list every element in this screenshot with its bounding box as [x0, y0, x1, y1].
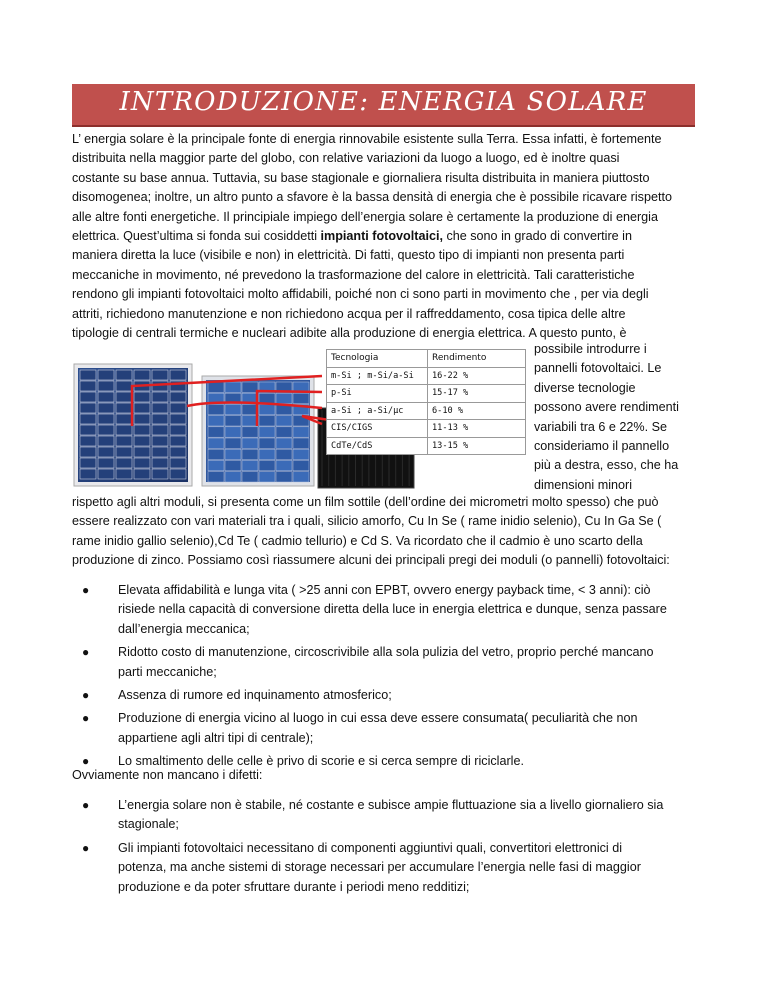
panel-cell [293, 438, 309, 448]
panel-cell [259, 472, 275, 482]
panel-cell [134, 414, 150, 424]
list-item [72, 839, 712, 897]
panel-cell [98, 458, 114, 468]
table-header-row [327, 350, 526, 368]
panel-cell [152, 370, 168, 380]
paragraph-line: alle altre fonti energetiche. Il principiale impiego dell’energia solare è certamente la produzione di energia [72, 209, 658, 224]
paragraph-line: costante su base annua. Tuttavia, su base stagionale e giornaliera risulta distribuita in maniera piuttosto [72, 170, 650, 185]
panel-cell [152, 403, 168, 413]
panel-cell [208, 427, 224, 437]
panel-cell [208, 449, 224, 459]
panel-cell [259, 416, 275, 426]
right-column-text [534, 340, 699, 495]
panel-cell [170, 447, 186, 457]
panel-cell [170, 425, 186, 435]
panel-cell [242, 416, 258, 426]
bullet-icon: ● [82, 711, 90, 726]
bullet-icon: ● [82, 688, 90, 703]
list-item-line: Elevata affidabilità e lunga vita ( >25 anni con EPBT, ovvero energy payback time, < 3 anni): ciò [118, 583, 651, 597]
table-row [327, 420, 526, 438]
panel-cell [242, 449, 258, 459]
table-cell: a-Si ; a-Si/μc [327, 402, 428, 420]
panel-cell [293, 460, 309, 470]
table-row [327, 367, 526, 385]
table-cell: 13-15 % [428, 437, 526, 455]
panel-cell [152, 425, 168, 435]
paragraph-line: rame inidio gallio selenio),Cd Te ( cadmio tellurio) e Cd S. Va ricordato che il cadmio è uno scarto della [72, 533, 643, 548]
panel-cell [80, 458, 96, 468]
panel-cell [170, 458, 186, 468]
list-item [72, 643, 712, 682]
pregi-list [72, 581, 712, 776]
panel-cell [170, 414, 186, 424]
panel-cell [134, 469, 150, 479]
panel-cell [152, 414, 168, 424]
panel-cell [276, 416, 292, 426]
table-row [327, 437, 526, 455]
panel-cell [293, 472, 309, 482]
table-cell: 6-10 % [428, 402, 526, 420]
panel-cell [208, 404, 224, 414]
panel-cell [293, 393, 309, 403]
table-cell: 16-22 % [428, 367, 526, 385]
difetti-list [72, 796, 712, 901]
panel-cell [80, 447, 96, 457]
bullet-icon: ● [82, 798, 90, 812]
paragraph-line: pannelli fotovoltaici. Le [534, 361, 662, 376]
list-item-line: Assenza di rumore ed inquinamento atmosferico; [118, 688, 392, 703]
panel-cell [98, 447, 114, 457]
panel-cell [98, 370, 114, 380]
panel-cell [116, 381, 132, 391]
panel-cell [242, 382, 258, 392]
panel-cell [116, 425, 132, 435]
panel-cell [98, 381, 114, 391]
panel-cell [152, 458, 168, 468]
panel-cell [293, 427, 309, 437]
panel-cell [242, 460, 258, 470]
panel-cell [276, 438, 292, 448]
list-item [72, 796, 712, 835]
table-cell: 15-17 % [428, 385, 526, 403]
list-item-line: Produzione di energia vicino al luogo in cui essa deve essere consumata( peculiarità che non [118, 711, 638, 726]
list-item-line: appartiene agli altri tipi di centrale); [118, 730, 314, 745]
panel-cell [152, 392, 168, 402]
panel-cell [116, 403, 132, 413]
table-header-cell: Tecnologia [327, 350, 428, 368]
panel-cell [98, 469, 114, 479]
panel-cell [170, 469, 186, 479]
table-row [327, 385, 526, 403]
panel-cell [259, 449, 275, 459]
list-item-line: parti meccaniche; [118, 664, 217, 679]
panel-cell [98, 436, 114, 446]
table-cell: p-Si [327, 385, 428, 403]
panel-cell [80, 381, 96, 391]
panel-cell [134, 447, 150, 457]
panel-cell [170, 436, 186, 446]
panel-cell [134, 425, 150, 435]
panel-cell [80, 392, 96, 402]
panel-cell [276, 393, 292, 403]
panel-cell [116, 436, 132, 446]
paragraph-line: attriti, richiedono manutenzione e non richiedono acqua per il raffreddamento, cosa tipica delle altre [72, 306, 626, 321]
paragraph-line: possibile introdurre i [534, 342, 647, 356]
panel-cell [116, 370, 132, 380]
paragraph-line: variabili tra 6 e 22%. Se [534, 419, 668, 434]
list-item-line: Ridotto costo di manutenzione, circoscrivibile alla sola pulizia del vetro, proprio perché mancano [118, 645, 654, 660]
paragraph-line: disomogenea; inoltre, un altro punto a sfavore è la bassa densità di energia che è possibile ricavare rispetto [72, 190, 672, 205]
panel-cell [225, 427, 241, 437]
panel-cell [208, 472, 224, 482]
panel-cell [98, 425, 114, 435]
list-item-line: produzione e da poter sfruttare durante i periodi meno redditizi; [118, 879, 470, 894]
panel-cell [152, 469, 168, 479]
panel-cell [116, 447, 132, 457]
paragraph-line: produzione di zinco. Possiamo così riassumere alcuni dei principali pregi dei moduli (o pannelli) fotovoltaici: [72, 553, 670, 568]
list-item-line: risiede nella capacità di conversione diretta della luce in energia elettrica e dunque, senza passare [118, 602, 667, 617]
paragraph-line: meccaniche in movimento, né prevedono la trasformazione del calore in elettricità. Tali caratteristiche [72, 267, 635, 282]
paragraph-line: rendono gli impianti fotovoltaici molto affidabili, poiché non ci sono parti in movimento che , per via degli [72, 287, 649, 302]
list-item [72, 686, 712, 705]
paragraph-line: elettrica. Quest’ultima si fonda sui cosiddetti impianti fotovoltaici, che sono in grado di convertire in [72, 229, 632, 244]
panel-cell [259, 438, 275, 448]
panel-cell [276, 427, 292, 437]
paragraph-line: distribuita nella maggior parte del globo, con relative variazioni da luogo a luogo, ed è inoltre quasi [72, 151, 620, 166]
efficiency-table [326, 349, 526, 455]
panel-cell [152, 436, 168, 446]
page-title: INTRODUZIONE: ENERGIA SOLARE [119, 87, 648, 117]
panel-cell [170, 403, 186, 413]
panel-cell [225, 472, 241, 482]
panel-cell [225, 449, 241, 459]
panel-cell [225, 438, 241, 448]
bullet-icon: ● [82, 754, 90, 769]
panel-cell [134, 403, 150, 413]
paragraph-line: possono avere rendimenti [534, 400, 679, 415]
table-cell: CdTe/CdS [327, 437, 428, 455]
panel-cell [259, 404, 275, 414]
solar-panels-figure [72, 346, 527, 491]
panel-cell [208, 382, 224, 392]
panel-cell [116, 414, 132, 424]
panel-cell [208, 460, 224, 470]
panel-cell [259, 460, 275, 470]
panel-cell [170, 370, 186, 380]
panel-cell [293, 449, 309, 459]
panel-cell [225, 460, 241, 470]
panel-cell [242, 472, 258, 482]
panel-cell [134, 370, 150, 380]
list-item-line: potenza, ma anche sistemi di storage necessari per accumulare l’energia nelle fasi di maggior [118, 860, 641, 875]
panel-cell [225, 382, 241, 392]
table-cell: m-Si ; m-Si/a-Si [327, 367, 428, 385]
panel-cell [152, 447, 168, 457]
panel-cell [98, 392, 114, 402]
paragraph-line: tipologie di centrali termiche e nucleari adibite alla produzione di energia elettrica. A questo punto, è [72, 326, 627, 341]
bullet-icon: ● [82, 583, 90, 597]
panel-cell [80, 403, 96, 413]
difetti-intro: Ovviamente non mancano i difetti: [72, 768, 263, 782]
intro-paragraph [72, 130, 696, 343]
panel-cell [134, 436, 150, 446]
table-header-cell: Rendimento [428, 350, 526, 368]
paragraph-line: dimensioni minori [534, 477, 632, 492]
panel-cell [98, 403, 114, 413]
title-banner [72, 84, 695, 127]
bullet-icon: ● [82, 645, 90, 660]
list-item-line: Gli impianti fotovoltaici necessitano di componenti aggiuntivi quali, convertitori elettronici di [118, 840, 623, 855]
panel-cell [242, 404, 258, 414]
panel-cell [134, 458, 150, 468]
panel-cell [80, 370, 96, 380]
panel-cell [276, 449, 292, 459]
panel-cell [80, 436, 96, 446]
panel-cell [225, 416, 241, 426]
list-item-line: dall’energia meccanica; [118, 621, 250, 636]
table-row [327, 402, 526, 420]
panel-cell [80, 414, 96, 424]
panel-cell [208, 438, 224, 448]
panel-cell [242, 427, 258, 437]
panel-cell [116, 392, 132, 402]
paragraph-line: essere realizzato con vari materiali tra i quali, silicio amorfo, Cu In Se ( rame inidio selenio), Cu In Ga Se ( [72, 514, 662, 529]
paragraph-line: più a destra, esso, che ha [534, 458, 679, 473]
panel-cell [80, 425, 96, 435]
panel-cell [116, 458, 132, 468]
list-item [72, 709, 712, 748]
paragraph-line: diverse tecnologie [534, 380, 636, 395]
panel-cell [80, 469, 96, 479]
panel-cell [225, 404, 241, 414]
paragraph-line: consideriamo il pannello [534, 439, 670, 454]
panel-cell [259, 427, 275, 437]
list-item [72, 581, 712, 639]
panels-paragraph [72, 493, 732, 571]
panel-cell [98, 414, 114, 424]
list-item-line: Lo smaltimento delle celle è privo di scorie e si cerca sempre di riciclarle. [118, 754, 524, 769]
list-item-line: L’energia solare non è stabile, né costante e subisce ampie fluttuazione sia a livello giornaliero sia [118, 798, 664, 812]
panel-cell [134, 392, 150, 402]
panel-cell [242, 438, 258, 448]
table-cell: 11-13 % [428, 420, 526, 438]
paragraph-line: rispetto agli altri moduli, si presenta come un film sottile (dell’ordine dei micrometri molto spesso) che può [72, 495, 659, 509]
table-cell: CIS/CIGS [327, 420, 428, 438]
paragraph-line: L’ energia solare è la principale fonte di energia rinnovabile esistente sulla Terra. Essa infatti, è fortemente [72, 132, 662, 146]
panel-cell [170, 392, 186, 402]
panel-cell [276, 460, 292, 470]
panel-cell [116, 469, 132, 479]
panel-cell [276, 472, 292, 482]
bullet-icon: ● [82, 840, 90, 855]
panel-cell [208, 416, 224, 426]
list-item-line: stagionale; [118, 817, 179, 832]
paragraph-line: maniera diretta la luce (visibile e non) in elettricità. Di fatti, questo tipo di impianti non presenta parti [72, 248, 625, 263]
